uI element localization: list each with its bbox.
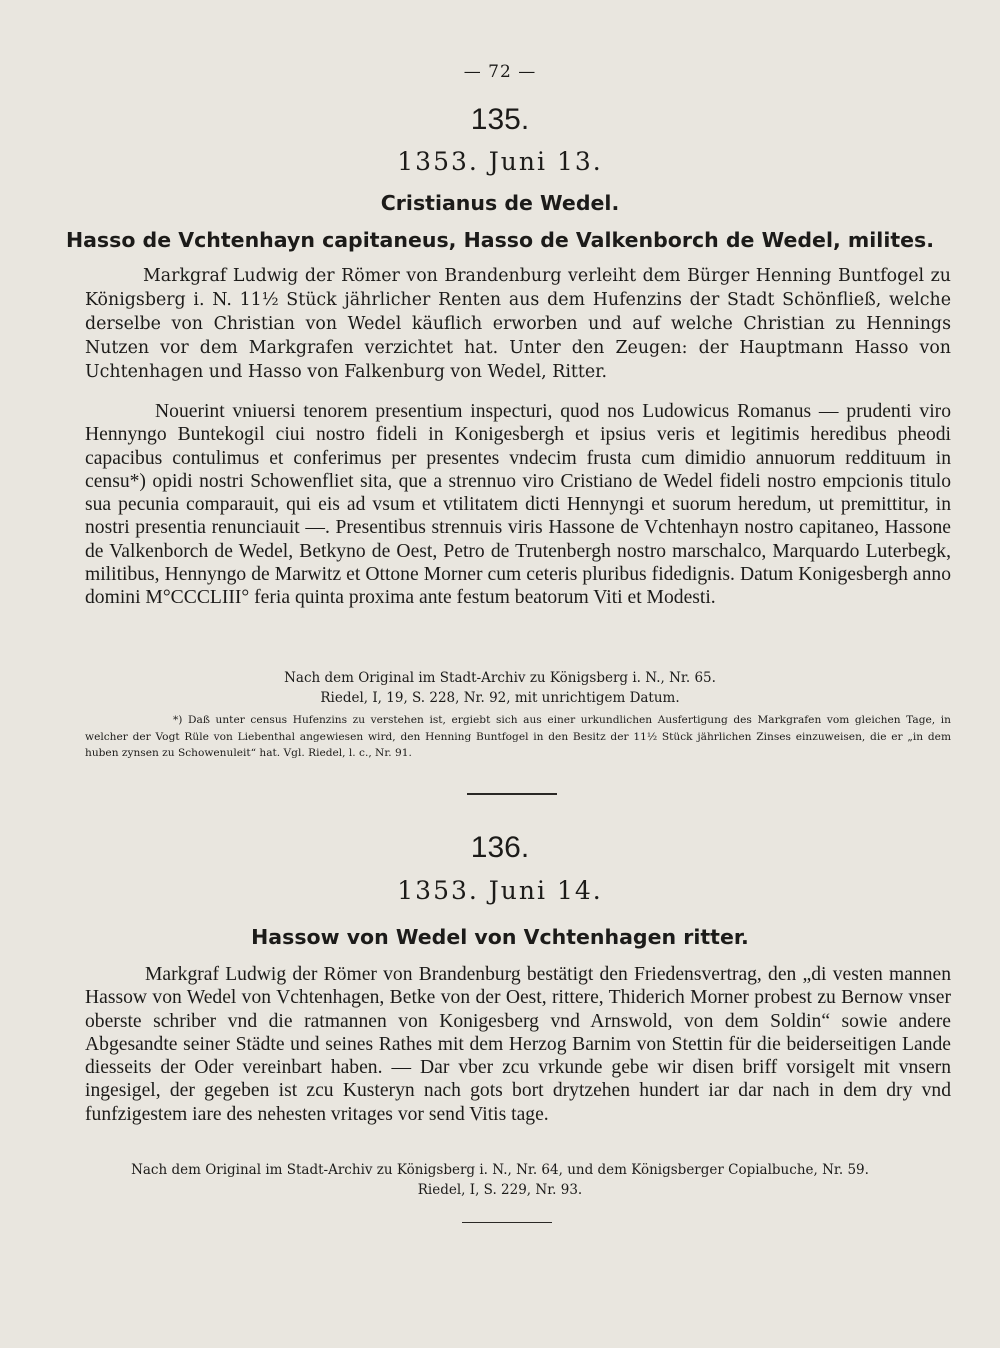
latin-text-135: Nouerint vniuersi tenorem presentium inspecturi, quod nos Ludowicus Romanus — prudenti viro Hennyngo Buntekogil ciui nostro fideli in Konigesbergh et ipsius veris et legitimis heredibus pheodi capacibus contulimus et conferimus per presentes vndecim frusta cum dimidio annuorum reddituum in censu*) opidi nostri Schowenfliet sita, que a strennuo viro Cristiano de Wedel fideli nostro empcionis titulo sua pecunia comparauit, qui eis ad vsum et vtilitatem dicti Hennyngi et suorum heredum, ut premittitur, in nostri presentia renunciauit —. Presentibus strennuis viris Hassone de Vchtenhayn nostro capitaneo, Hassone de Valkenborch de Wedel, Betkyno de Oest, Petro de Trutenbergh nostro marschalco, Marquardo Luterbegk, militibus, Hennyngo de Marwitz et Ottone Morner cum ceteris pluribus fidedignis. Datum Konigesbergh anno domini M°CCCLIII° feria quinta proxima ante festum beatorum Viti et Modesti.: [85, 401, 951, 609]
regest-text-136: Markgraf Ludwig der Römer von Brandenburg bestätigt den Friedensvertrag, den „di vesten mannen Hassow von Wedel von Vchtenhagen, Betke von der Oest, rittere, Thiderich Morner probest zu Bernow vnser oberste schriber vnd die ratmannen von Konigesberg vnd Arnswold, von dem Soldin“ sowie andere Abgesandte seiner Städte und seines Rathes mit dem Herzog Barnim von Stettin für die beiderseitigen Lande diesseits der Oder vereinbart haben. — Dar vber zcu vrkunde gebe wir disen briff vorsigelt mit vnsern ingesigel, der gegeben ist zcu Kusteryn nach gots bort drytzehen hundert iar dar nach in dem dry vnd funfzigestem iare des nehesten vritages vor send Vitis tage.: [85, 964, 951, 1125]
document-number-135: 135.: [470, 103, 530, 136]
document-date-135: 1353. Juni 13.: [397, 147, 603, 176]
document-number-136: 136.: [470, 831, 530, 864]
document-heading-135-a: Cristianus de Wedel.: [380, 191, 620, 215]
document-heading-136: Hassow von Wedel von Vchtenhagen ritter.: [251, 925, 749, 949]
source-note-136-b: Riedel, I, S. 229, Nr. 93.: [417, 1182, 583, 1198]
section-divider: [467, 793, 557, 795]
source-note-136-a: Nach dem Original im Stadt-Archiv zu Königsberg i. N., Nr. 64, und dem Königsberger Copialbuche, Nr. 59.: [131, 1162, 869, 1178]
document-date-136: 1353. Juni 14.: [397, 876, 603, 905]
page-number: — 72 —: [463, 62, 537, 82]
footnote-135: *) Daß unter census Hufenzins zu verstehen ist, ergiebt sich aus einer urkundlichen Ausfertigung des Markgrafen vom gleichen Tage, in welcher der Vogt Rüle von Liebenthal angewiesen wird, den Henning Buntfogel in den Besitz der 11½ Stück jährlichen Zinses einzuweisen, die er „in dem huben zynsen zu Schowenuleit“ hat. Vgl. Riedel, l. c., Nr. 91.: [85, 714, 951, 759]
end-divider: [462, 1222, 552, 1223]
source-note-135-b: Riedel, I, 19, S. 228, Nr. 92, mit unrichtigem Datum.: [320, 690, 680, 706]
source-note-135-a: Nach dem Original im Stadt-Archiv zu Königsberg i. N., Nr. 65.: [284, 670, 716, 686]
regest-135: Markgraf Ludwig der Römer von Brandenburg verleiht dem Bürger Henning Buntfogel zu Königsberg i. N. 11½ Stück jährlicher Renten aus dem Hufenzins der Stadt Schönfließ, welche derselbe von Christian von Wedel käuflich erworben und auf welche Christian zu Hennings Nutzen vor dem Markgrafen verzichtet hat. Unter den Zeugen: der Hauptmann Hasso von Uchtenhagen und Hasso von Falkenburg von Wedel, Ritter.: [85, 266, 951, 382]
document-heading-135-b: Hasso de Vchtenhayn capitaneus, Hasso de Valkenborch de Wedel, milites.: [65, 228, 935, 252]
